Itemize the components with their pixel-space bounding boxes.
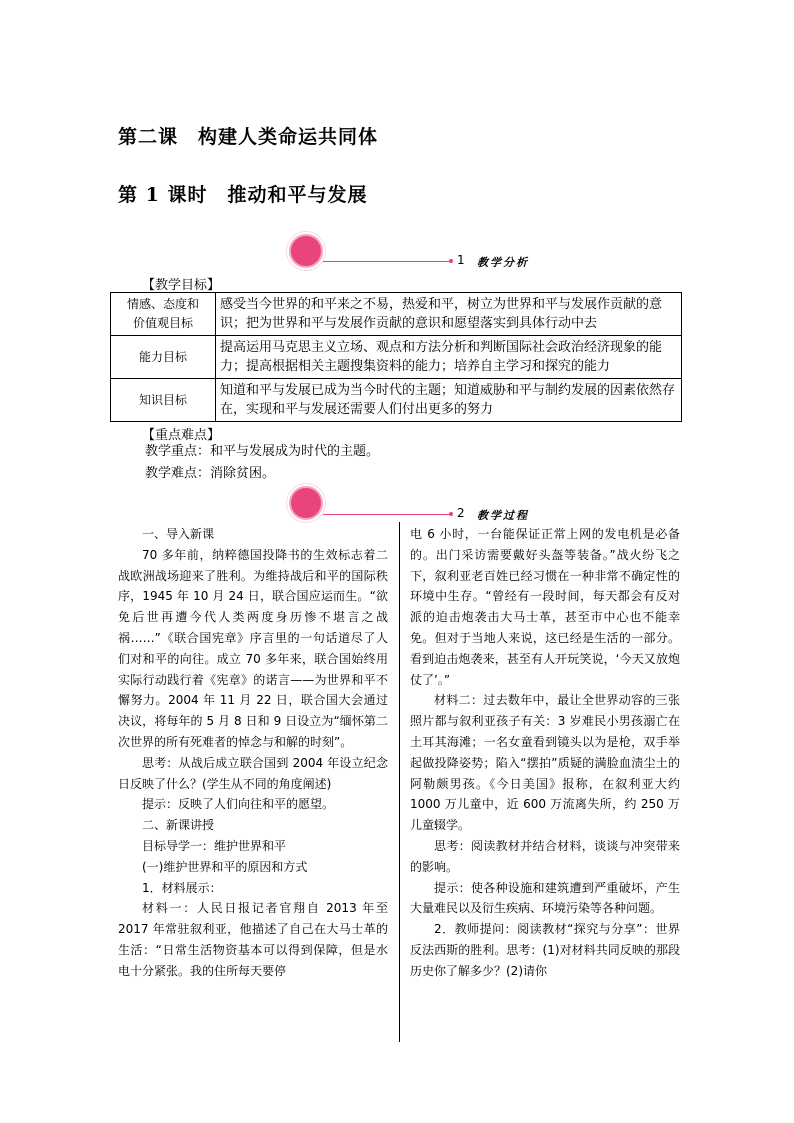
section-rule: [323, 514, 451, 515]
lesson-title: 第二课 构建人类命运共同体: [118, 126, 379, 148]
paragraph: 思考：从战后成立联合国到 2004 年设立纪念日反映了什么？(学生从不同的角度阐述): [118, 755, 388, 791]
goal-name: [111, 336, 216, 379]
goal-row: [111, 293, 682, 336]
paragraph: 提示：使各种设施和建筑遭到严重破坏，产生大量难民以及衍生疾病、环境污染等各种问题。: [410, 880, 680, 916]
paragraph: 目标导学一：维护世界和平: [142, 838, 287, 853]
paragraph: 思考：阅读教材并结合材料，谈谈与冲突带来的影响。: [410, 838, 680, 874]
goals-heading: 【教学目标】: [142, 278, 221, 293]
left-column: [118, 524, 388, 982]
section-rule-dot: [449, 512, 453, 516]
goal-name-line: 能力目标: [138, 349, 187, 364]
section-marker-circle: [289, 486, 323, 520]
paragraph: 材料二：过去数年中，最让全世界动容的三张照片都与叙利亚孩子有关：3 岁难民小男孩溺亡在土耳其海滩；一名女童看到镜头以为是枪，双手举起做投降姿势；陷入“摆拍”质疑的满脸血渍尘土的阿勒颇男孩。《今日美国》报称，在叙利亚大约 1000 万儿童中，近 600 万流离失所，约 250 万儿童辍学。: [410, 693, 680, 833]
key-heading: 【重点难点】: [142, 428, 221, 443]
goal-name-line: 情感、态度和: [126, 297, 199, 311]
goal-name: [111, 293, 216, 336]
goal-row: [111, 336, 682, 379]
paragraph: 提示：反映了人们向往和平的愿望。: [142, 797, 335, 812]
section-number: 1: [457, 253, 465, 267]
goal-content: 知道和平与发展已成为当今时代的主题；知道威胁和平与制约发展的因素依然存在，实现和平与发展还需要人们付出更多的努力: [216, 379, 682, 422]
section-label: 教学分析: [477, 256, 529, 269]
difficult-point: 教学难点：消除贫困。: [145, 466, 276, 481]
paragraph: 一、导入新课: [142, 527, 215, 541]
section-label: 教学过程: [477, 509, 529, 522]
section-marker-circle: [289, 234, 323, 268]
column-divider: [399, 522, 400, 1042]
key-point: 教学重点：和平与发展成为时代的主题。: [145, 444, 380, 459]
goal-content: 感受当今世界的和平来之不易，热爱和平，树立为世界和平与发展作贡献的意识；把为世界和平与发展作贡献的意识和愿望落实到具体行动中去: [216, 293, 682, 336]
paragraph: 70 多年前，纳粹德国投降书的生效标志着二战欧洲战场迎来了胜利。为维持战后和平的国际秩序，1945 年 10 月 24 日，联合国应运而生。“欲免后世再遭今代人类两度身历惨不堪言之战祸……”《联合国宪章》序言里的一句话道尽了人们对和平的向往。成立 70 多年来，联合国始终用实际行动践行着《宪章》的诺言——为世界和平不懈努力。2004 年 11 月 22 日，联合国大会通过决议，将每年的 5 月 8 日和 9 日设立为“缅怀第二次世界的所有死难者的悼念与和解的时刻”。: [118, 547, 388, 749]
section-rule: [323, 261, 451, 262]
paragraph: 2．教师提问：阅读教材“探究与分享”：世界反法西斯的胜利。思考：(1)对材料共同反映的那段历史你了解多少？(2)请你: [410, 922, 680, 978]
section-number: 2: [457, 506, 465, 520]
goal-content: 提高运用马克思主义立场、观点和方法分析和判断国际社会政治经济现象的能力；提高根据相关主题搜集资料的能力；培养自主学习和探究的能力: [216, 336, 682, 379]
goal-name-line: 价值观目标: [132, 316, 193, 330]
paragraph: (一)维护世界和平的原因和方式: [142, 859, 308, 874]
paragraph: 二、新课讲授: [142, 818, 215, 833]
goal-row: [111, 379, 682, 422]
section-rule-dot: [449, 259, 453, 263]
right-column: [410, 524, 680, 982]
paragraph: 材料一：人民日报记者官翔自 2013 年至 2017 年常驻叙利亚，他描述了自己在大马士革的生活：“日常生活物资基本可以得到保障，但是水电十分紧张。我的住所每天要停: [118, 901, 388, 978]
paragraph: 1．材料展示：: [142, 880, 222, 895]
goal-name: [111, 379, 216, 422]
paragraph: 电 6 小时，一台能保证正常上网的发电机是必备的。出门采访需要戴好头盔等装备。”战火纷飞之下，叙利亚老百姓已经习惯在一种非常不确定性的环境中生存。“曾经有一段时间，每天都会有反对派的迫击炮袭击大马士革，甚至市中心也不能幸免。但对于当地人来说，这已经是生活的一部分。看到迫击炮袭来，甚至有人开玩笑说，‘今天又放炮仗了’。”: [410, 527, 680, 687]
goals-table: [110, 292, 682, 422]
goal-name-line: 知识目标: [138, 392, 187, 407]
period-title: 第 1 课时 推动和平与发展: [118, 184, 368, 206]
